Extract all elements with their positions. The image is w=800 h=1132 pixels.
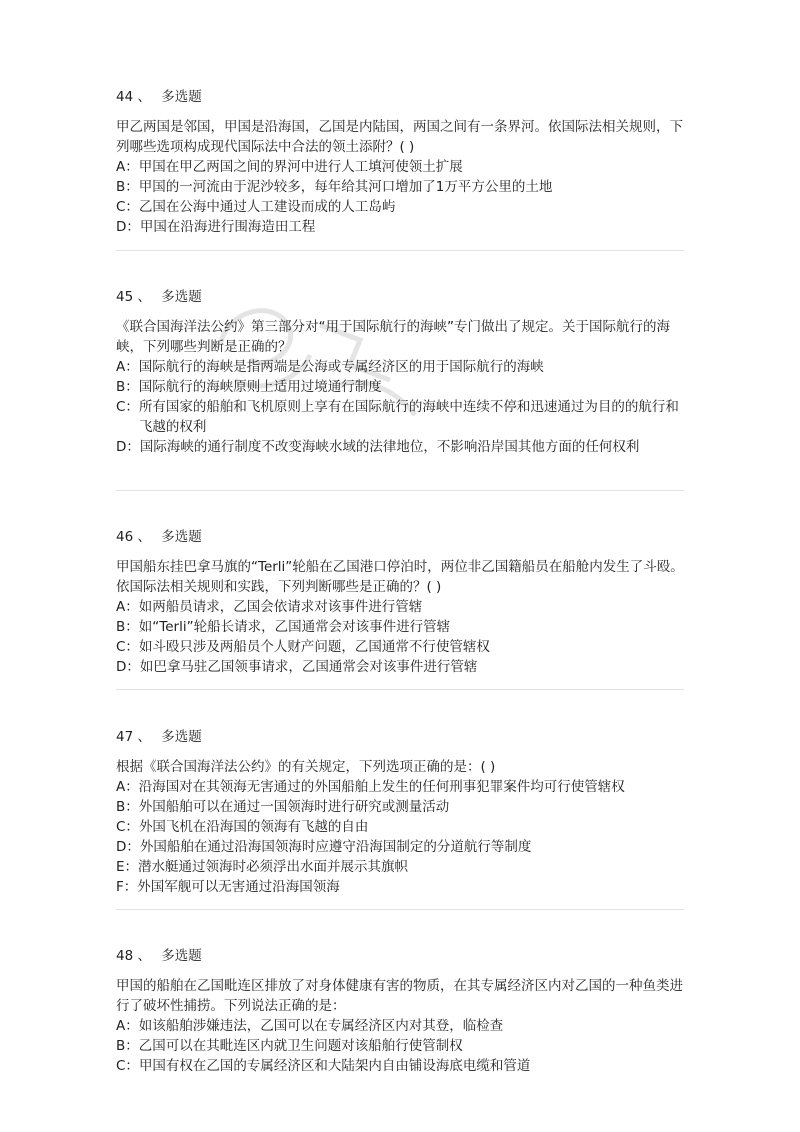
question-47 — [116, 727, 684, 897]
option-text: 如巴拿马驻乙国领事请求，乙国通常会对该事件进行管辖 — [139, 659, 478, 675]
option-letter: D： — [116, 219, 140, 235]
option-c — [116, 397, 684, 437]
question-divider — [116, 490, 684, 491]
option-letter: E： — [116, 859, 139, 875]
option-letter: C： — [116, 399, 139, 415]
option-b — [116, 797, 684, 817]
option-text: 外国船舶可以在通过一国领海时进行研究或测量活动 — [138, 799, 450, 815]
option-letter: C： — [116, 1058, 139, 1074]
option-c — [116, 817, 684, 837]
question-stem: 甲乙两国是邻国，甲国是沿海国，乙国是内陆国，两国之间有一条界河。依国际法相关规则，下列哪些选项构成现代国际法中合法的领土添附？( ) — [116, 119, 683, 155]
option-c — [116, 637, 684, 657]
option-text: 甲国在沿海进行围海造田工程 — [139, 219, 316, 235]
question-number: 44 、 — [116, 89, 151, 105]
option-letter: D： — [116, 659, 140, 675]
question-divider — [116, 689, 684, 690]
option-text: 如斗殴只涉及两船员个人财产问题，乙国通常不行使管辖权 — [138, 639, 490, 655]
option-text: 乙国可以在其毗连区内就卫生问题对该船舶行使管制权 — [138, 1038, 463, 1054]
option-d — [116, 437, 684, 457]
option-a — [116, 597, 684, 617]
question-type: 多选题 — [161, 89, 202, 105]
option-text: 国际海峡的通行制度不改变海峡水域的法律地位，不影响沿岸国其他方面的任何权利 — [139, 439, 640, 455]
option-text: 乙国在公海中通过人工建设而成的人工岛屿 — [138, 199, 396, 215]
option-f — [116, 877, 684, 897]
option-text: 外国船舶在通过沿海国领海时应遵守沿海国制定的分道航行等制度 — [139, 839, 532, 855]
question-divider — [116, 909, 684, 910]
option-text: 外国军舰可以无害通过沿海国领海 — [137, 879, 340, 895]
option-a — [116, 1016, 684, 1036]
option-letter: A： — [116, 159, 139, 175]
option-b — [116, 177, 684, 197]
option-letter: B： — [116, 179, 139, 195]
question-stem: 甲国船东挂巴拿马旗的“Terli”轮船在乙国港口停泊时，两位非乙国籍船员在船舱内发生了斗殴。依国际法相关规则和实践，下列判断哪些是正确的？( ) — [116, 559, 684, 595]
option-letter: C： — [116, 639, 139, 655]
option-letter: A： — [116, 1018, 139, 1034]
question-stem: 甲国的船舶在乙国毗连区排放了对身体健康有害的物质，在其专属经济区内对乙国的一种鱼类进行了破坏性捕捞。下列说法正确的是： — [116, 978, 683, 1014]
option-letter: C： — [116, 199, 139, 215]
option-d — [116, 837, 684, 857]
option-letter: D： — [116, 839, 140, 855]
option-text: 国际航行的海峡原则上适用过境通行制度 — [138, 379, 382, 395]
option-b — [116, 377, 684, 397]
option-letter: C： — [116, 819, 139, 835]
option-d — [116, 657, 684, 677]
option-letter: B： — [116, 619, 139, 635]
option-text: 甲国有权在乙国的专属经济区和大陆架内自由铺设海底电缆和管道 — [138, 1058, 531, 1074]
option-letter: B： — [116, 379, 139, 395]
question-type: 多选题 — [161, 529, 202, 545]
question-46 — [116, 527, 684, 677]
option-c — [116, 1056, 684, 1076]
option-b — [116, 1036, 684, 1056]
question-type: 多选题 — [161, 729, 202, 745]
option-a — [116, 777, 684, 797]
question-48 — [116, 946, 684, 1076]
question-stem: 《联合国海洋法公约》第三部分对“用于国际航行的海峡”专门做出了规定。关于国际航行的海峡，下列哪些判断是正确的？ — [116, 319, 670, 355]
option-text: 甲国在甲乙两国之间的界河中进行人工填河使领土扩展 — [138, 159, 463, 175]
question-number: 46 、 — [116, 529, 151, 545]
option-c — [116, 197, 684, 217]
question-divider — [116, 250, 684, 251]
option-letter: B： — [116, 799, 139, 815]
option-text: 如该船舶涉嫌违法，乙国可以在专属经济区内对其登，临检查 — [138, 1018, 504, 1034]
option-d — [116, 217, 684, 237]
question-header — [116, 527, 684, 547]
option-letter: B： — [116, 1038, 139, 1054]
option-text: 如两船员请求，乙国会依请求对该事件进行管辖 — [138, 599, 423, 615]
option-a — [116, 357, 684, 377]
question-45 — [116, 287, 684, 457]
option-text: 外国飞机在沿海国的领海有飞越的自由 — [138, 819, 369, 835]
question-number: 45 、 — [116, 289, 151, 305]
question-number: 47 、 — [116, 729, 151, 745]
option-text: 所有国家的船舶和飞机原则上享有在国际航行的海峡中连续不停和迅速通过为目的的航行和飞越的权利 — [138, 399, 679, 435]
question-header — [116, 727, 684, 747]
question-44 — [116, 87, 684, 237]
option-text: 沿海国对在其领海无害通过的外国船舶上发生的任何刑事犯罪案件均可行使管辖权 — [138, 779, 625, 795]
option-letter: F： — [116, 879, 138, 895]
option-text: 国际航行的海峡是指两端是公海或专属经济区的用于国际航行的海峡 — [138, 359, 544, 375]
question-header — [116, 87, 684, 107]
question-header — [116, 946, 684, 966]
question-number: 48 、 — [116, 948, 151, 964]
option-text: 潜水艇通过领海时必须浮出水面并展示其旗帜 — [138, 859, 409, 875]
option-letter: D： — [116, 439, 140, 455]
option-e — [116, 857, 684, 877]
option-letter: A： — [116, 599, 139, 615]
option-text: 如“Terli”轮船长请求，乙国通常会对该事件进行管辖 — [138, 619, 451, 635]
question-stem: 根据《联合国海洋法公约》的有关规定，下列选项正确的是：( ) — [116, 759, 496, 775]
option-letter: A： — [116, 779, 139, 795]
option-a — [116, 157, 684, 177]
option-letter: A： — [116, 359, 139, 375]
question-type: 多选题 — [161, 289, 202, 305]
option-text: 甲国的一河流由于泥沙较多，每年给其河口增加了1万平方公里的土地 — [138, 179, 553, 195]
question-type: 多选题 — [161, 948, 202, 964]
question-header — [116, 287, 684, 307]
option-b — [116, 617, 684, 637]
